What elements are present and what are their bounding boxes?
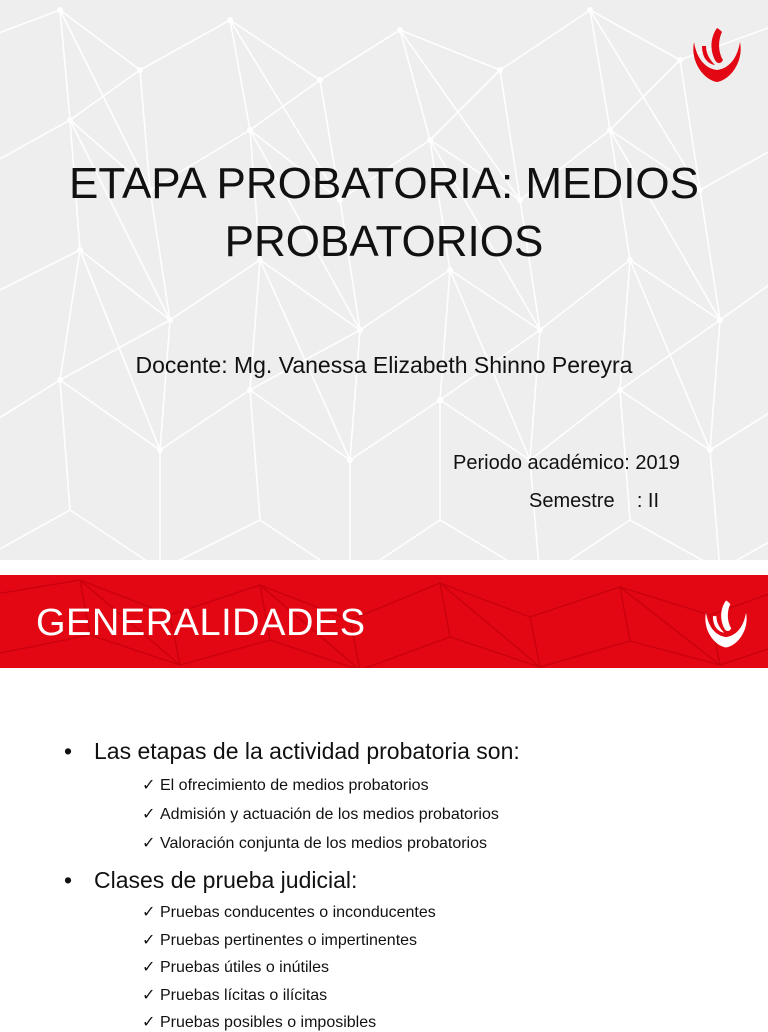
semester: Semestre : II [529,490,660,512]
check-item: ✓ Pruebas posibles o imposibles [142,1014,377,1031]
check-item: ✓ El ofrecimiento de medios probatorios [142,777,429,794]
title-line-1: ETAPA PROBATORIA: MEDIOS [69,159,699,208]
checkmark-icon: ✓ [142,959,156,976]
bullet-dot: • [64,867,73,893]
presentation-title [20,155,748,271]
check-item: ✓ Pruebas lícitas o ilícitas [142,987,328,1004]
checkmark-icon: ✓ [142,777,156,794]
checkmark-icon: ✓ [142,987,156,1004]
upc-logo-icon [688,24,746,86]
academic-period: Periodo académico: 2019 [453,452,680,474]
check-item: ✓ Pruebas útiles o inútiles [142,959,329,976]
check-item: ✓ Admisión y actuación de los medios probatorios [142,806,499,823]
bullet-heading-etapas: • Las etapas de la actividad probatoria son: [64,738,520,764]
bullet-dot: • [64,738,73,764]
title-line-2: PROBATORIOS [224,217,544,266]
checkmark-icon: ✓ [142,806,156,823]
check-item: ✓ Pruebas pertinentes o impertinentes [142,932,418,949]
check-item: ✓ Valoración conjunta de los medios probatorios [142,835,488,852]
checkmark-icon: ✓ [142,904,156,921]
bullet-heading-clases: • Clases de prueba judicial: [64,867,358,893]
instructor-name: Docente: Mg. Vanessa Elizabeth Shinno Pereyra [135,352,633,378]
section-title: GENERALIDADES [36,602,366,644]
slide-separator [0,560,768,575]
upc-logo-icon-white [700,597,752,651]
checkmark-icon: ✓ [142,835,156,852]
checkmark-icon: ✓ [142,1014,156,1031]
checkmark-icon: ✓ [142,932,156,949]
check-item: ✓ Pruebas conducentes o inconducentes [142,904,436,921]
